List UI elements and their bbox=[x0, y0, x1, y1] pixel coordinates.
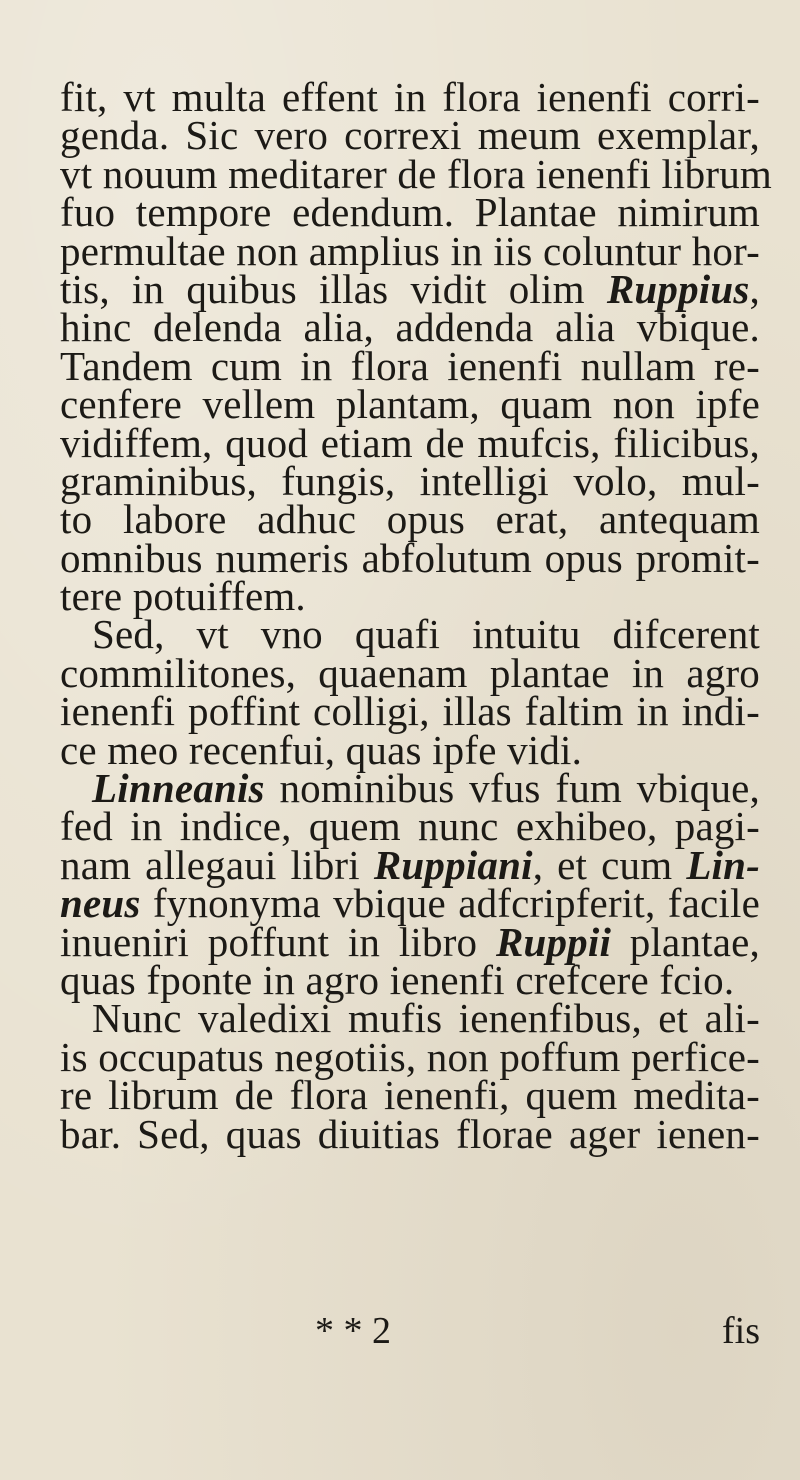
text-line: ce meo recenfui, quas ipfe vidi. bbox=[60, 726, 583, 773]
page-footer bbox=[60, 1309, 760, 1352]
text-line: commilitones, quaenam plantae in agro bbox=[60, 649, 760, 696]
paragraph-start-with-italic: Linneanis nominibus vfus fum vbique, bbox=[92, 765, 760, 812]
text-line: Tandem cum in flora ienenfi nullam re- bbox=[60, 342, 760, 389]
paragraph-start: Sed, vt vno quafi intuitu difcerent bbox=[92, 611, 760, 658]
paragraph-start: Nunc valedixi mufis ienenfibus, et ali- bbox=[92, 995, 760, 1042]
text-line: cenfere vellem plantam, quam non ipfe bbox=[60, 381, 760, 428]
text-line: tere potuiffem. bbox=[60, 573, 306, 620]
italic-name: Linneanis bbox=[92, 765, 265, 812]
italic-name: Ruppius bbox=[606, 265, 750, 312]
text-line-with-italic: neus fynonyma vbique adfcripferit, facile bbox=[60, 880, 760, 927]
signature-mark: * * 2 bbox=[315, 1310, 391, 1352]
text-line: hinc delenda alia, addenda alia vbique. bbox=[60, 304, 760, 351]
italic-name: neus bbox=[60, 880, 141, 927]
text-line: fuo tempore edendum. Plantae nimirum bbox=[60, 189, 760, 236]
text-line: vidiffem, quod etiam de mufcis, filicibus, bbox=[60, 419, 760, 466]
text-line: permultae non amplius in iis coluntur hor- bbox=[60, 227, 760, 274]
text-line: bar. Sed, quas diuitias florae ager ienen- bbox=[60, 1110, 760, 1157]
text-line: fed in indice, quem nunc exhibeo, pagi- bbox=[60, 803, 760, 850]
text-line: ienenfi poffint colligi, illas faltim in indi- bbox=[60, 688, 760, 735]
body-text bbox=[60, 74, 773, 1157]
text-line: genda. Sic vero correxi meum exemplar, bbox=[60, 112, 760, 159]
text-line: re librum de flora ienenfi, quem medita- bbox=[60, 1072, 760, 1119]
text-line: graminibus, fungis, intelligi volo, mul- bbox=[60, 457, 760, 504]
catchword: fis bbox=[722, 1310, 760, 1352]
text-line-with-italic: tis, in quibus illas vidit olim Ruppius, bbox=[60, 265, 760, 312]
text-line-with-italic: nam allegaui libri Ruppiani, et cum Lin- bbox=[60, 841, 761, 888]
italic-name: Ruppiani bbox=[373, 841, 533, 888]
text-line-with-italic: inueniri poffunt in libro Ruppii plantae, bbox=[60, 918, 760, 965]
text-line: is occupatus negotiis, non poffum perfice- bbox=[60, 1033, 760, 1080]
text-line: omnibus numeris abfolutum opus promit- bbox=[60, 534, 760, 581]
text-line: to labore adhuc opus erat, antequam bbox=[60, 496, 760, 543]
text-line: quas fponte in agro ienenfi crefcere fcio. bbox=[60, 956, 735, 1003]
italic-name: Ruppii bbox=[495, 918, 612, 965]
text-line: vt nouum meditarer de flora ienenfi librum bbox=[60, 150, 773, 197]
text-line: fit, vt multa effent in flora ienenfi corri- bbox=[60, 74, 760, 120]
italic-name: Lin- bbox=[686, 841, 761, 888]
